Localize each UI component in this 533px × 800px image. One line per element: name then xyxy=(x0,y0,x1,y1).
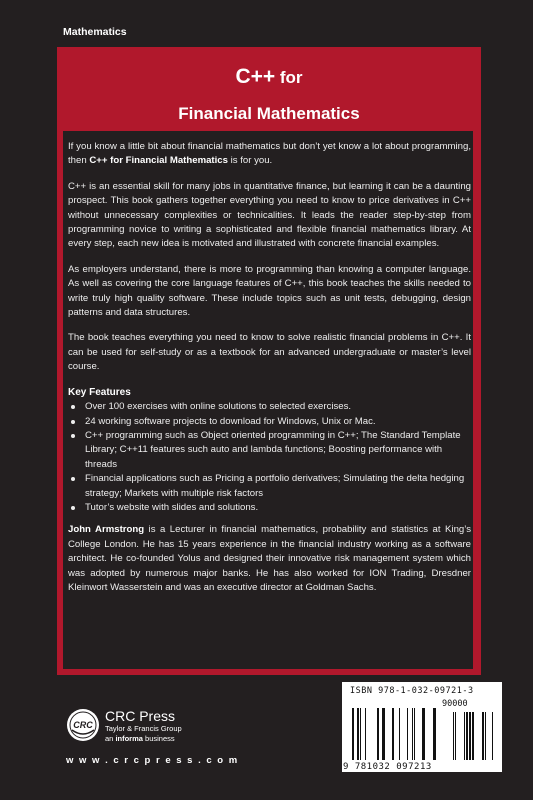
barcode-bar xyxy=(433,708,436,760)
category-label: Mathematics xyxy=(63,26,127,38)
crc-press-logo xyxy=(66,708,100,742)
barcode-bar xyxy=(412,708,413,760)
barcode-bar xyxy=(357,708,359,760)
publisher-url: w w w . c r c p r e s s . c o m xyxy=(66,755,239,766)
list-item: Tutor’s website with slides and solutions. xyxy=(68,501,471,515)
paragraph-1: C++ is an essential skill for many jobs in quantitative finance, but learning it can be a daunting prospect. This book gathers together everything you need to know to price derivatives in C++ without unnecessary complexities or technicalities. It leads the reader step-by-step from programming novice to writing a sophisticated and flexible financial mathematics library. At every step, each new idea is motivated and illustrated with concrete financial examples. xyxy=(68,180,471,250)
barcode-bar xyxy=(414,708,415,760)
barcode-bar xyxy=(392,708,394,760)
barcode-bar xyxy=(399,708,400,760)
barcode-bar xyxy=(492,712,493,760)
barcode-bar xyxy=(422,708,425,760)
back-cover-description xyxy=(68,140,471,606)
ean-digits: 9 781032 097213 xyxy=(343,762,432,772)
book-title xyxy=(57,47,481,131)
barcode-bar xyxy=(360,708,361,760)
barcode-bar xyxy=(407,708,408,760)
barcode-bar xyxy=(352,708,354,760)
logo-text: CRC xyxy=(73,720,93,730)
intro-book-title: C++ for Financial Mathematics xyxy=(89,155,228,167)
title-line-2: Financial Mathematics xyxy=(178,104,360,123)
barcode-bar xyxy=(455,712,456,760)
publisher-block xyxy=(105,708,182,744)
barcode-bar xyxy=(365,708,366,760)
paragraph-3: The book teaches everything you need to know to solve realistic financial problems in C++. It can be used for self-study or as a textbook for an advanced undergraduate or master’s level course. xyxy=(68,332,471,373)
list-item: C++ programming such as Object oriented programming in C++; The Standard Template Library; C++11 features such auto and lambda functions; Boosting performance with threads xyxy=(68,429,471,472)
list-item: Over 100 exercises with online solutions to selected exercises. xyxy=(68,400,471,414)
barcode-bar xyxy=(472,712,474,760)
barcode-bar xyxy=(466,712,468,760)
barcode-bar xyxy=(464,712,465,760)
title-line-1 xyxy=(57,65,481,89)
publisher-business: an informa business xyxy=(105,734,175,743)
barcode-bar xyxy=(377,708,379,760)
barcode-bar xyxy=(482,712,484,760)
title-for: for xyxy=(275,68,303,87)
list-item: Financial applications such as Pricing a portfolio derivatives; Simulating the delta hedging strategy; Markets with multiple risk factors xyxy=(68,472,471,501)
author-bio: John Armstrong is a Lecturer in financial mathematics, probability and statistics at King’s College London. He has 15 years experience in the financial industry working as a software architect. He co-founded Yolus and designed their innovative risk management system which was adopted by numerous major banks. He has also worked for ION Trading, Dresdner Kleinwort Wasserstein and was an executive director at Goldman Sachs. xyxy=(68,524,471,593)
barcode-bar xyxy=(453,712,454,760)
author-name: John Armstrong xyxy=(68,524,145,536)
isbn-text: ISBN 978-1-032-09721-3 xyxy=(350,686,474,696)
price-code: 90000 xyxy=(442,699,468,709)
intro-paragraph: If you know a little bit about financial mathematics but don’t yet know a lot about programming, then C++ for Financial Mathematics is for you. xyxy=(68,141,471,167)
publisher-name: CRC Press xyxy=(105,708,176,724)
barcode-bar xyxy=(469,712,471,760)
key-features-list xyxy=(68,400,471,515)
paragraph-2: As employers understand, there is more to programming than knowing a computer language. As well as covering the core language features of C++, this book teaches the skills needed to write truly high quality software. These include topics such as unit tests, debugging, design patterns and data structures. xyxy=(68,263,471,319)
title-cpp: C++ xyxy=(235,65,276,88)
barcode-bar xyxy=(382,708,385,760)
list-item: 24 working software projects to download for Windows, Unix or Mac. xyxy=(68,415,471,429)
publisher-group: Taylor & Francis Group xyxy=(105,724,182,733)
barcode-bar xyxy=(485,712,486,760)
key-features-heading: Key Features xyxy=(68,386,131,398)
